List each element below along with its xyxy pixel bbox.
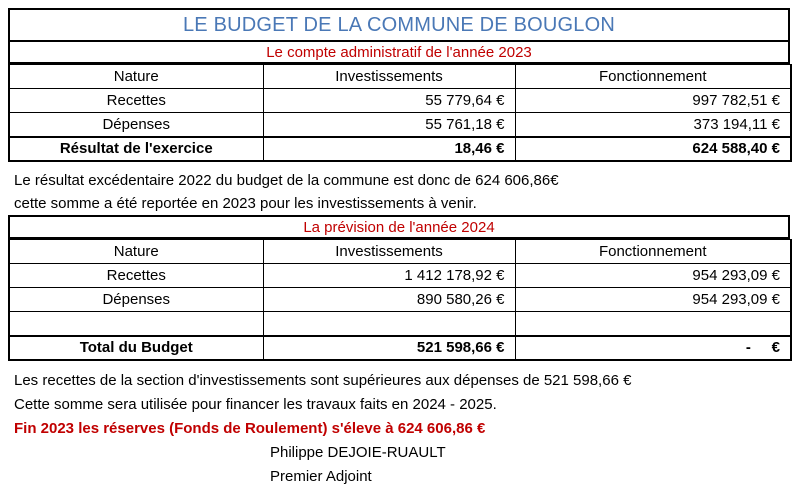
table-total-row [9, 336, 791, 360]
table-compte-administratif-2023 [8, 64, 792, 162]
note-2023-line-1: Le résultat excédentaire 2022 du budget de la commune est donc de 624 606,86€ [14, 172, 559, 189]
total-nature: Résultat de l'exercice [9, 137, 263, 161]
row-fonctionnement: 997 782,51 € [515, 89, 791, 113]
table-row [9, 264, 791, 288]
row-investissements: 1 412 178,92 € [263, 264, 515, 288]
row-fonctionnement: 954 293,09 € [515, 288, 791, 312]
column-header-fonctionnement: Fonctionnement [515, 65, 791, 89]
column-header-nature: Nature [9, 240, 263, 264]
table-header-row [9, 65, 791, 89]
document-title: LE BUDGET DE LA COMMUNE DE BOUGLON [182, 13, 616, 36]
column-header-fonctionnement: Fonctionnement [515, 240, 791, 264]
total-investissements: 521 598,66 € [263, 336, 515, 360]
note-2023-line-2: cette somme a été reportée en 2023 pour les investissements à venir. [14, 195, 477, 212]
row-investissements [263, 312, 515, 336]
row-nature: Dépenses [9, 113, 263, 137]
section-heading-2024: La prévision de l'année 2024 [8, 215, 790, 239]
row-fonctionnement: 373 194,11 € [515, 113, 791, 137]
total-nature: Total du Budget [9, 336, 263, 360]
row-fonctionnement [515, 312, 791, 336]
table-row [9, 288, 791, 312]
signature-role: Premier Adjoint [270, 468, 372, 485]
reserve-note: Fin 2023 les réserves (Fonds de Roulement) s'éleve à 624 606,86 € [14, 420, 486, 437]
note-2024-line-1: Les recettes de la section d'investissements sont supérieures aux dépenses de 521 598,66 € [14, 372, 632, 389]
row-nature: Recettes [9, 264, 263, 288]
row-fonctionnement: 954 293,09 € [515, 264, 791, 288]
table-header-row [9, 240, 791, 264]
total-fonctionnement: 624 588,40 € [515, 137, 791, 161]
row-nature: Dépenses [9, 288, 263, 312]
table-row [9, 113, 791, 137]
table-row [9, 89, 791, 113]
table-row-empty [9, 312, 791, 336]
note-2024-line-2: Cette somme sera utilisée pour financer les travaux faits en 2024 - 2025. [14, 396, 497, 413]
column-header-investissements: Investissements [263, 65, 515, 89]
column-header-nature: Nature [9, 65, 263, 89]
table-prevision-2024 [8, 239, 792, 361]
section-heading-2023: Le compte administratif de l'année 2023 [8, 40, 790, 64]
column-header-investissements: Investissements [263, 240, 515, 264]
row-investissements: 55 761,18 € [263, 113, 515, 137]
total-investissements: 18,46 € [263, 137, 515, 161]
row-investissements: 890 580,26 € [263, 288, 515, 312]
total-fonctionnement: - € [515, 336, 791, 360]
document-title-box [8, 8, 790, 40]
row-nature [9, 312, 263, 336]
signature-name: Philippe DEJOIE-RUAULT [270, 444, 446, 461]
table-total-row [9, 137, 791, 161]
row-investissements: 55 779,64 € [263, 89, 515, 113]
row-nature: Recettes [9, 89, 263, 113]
